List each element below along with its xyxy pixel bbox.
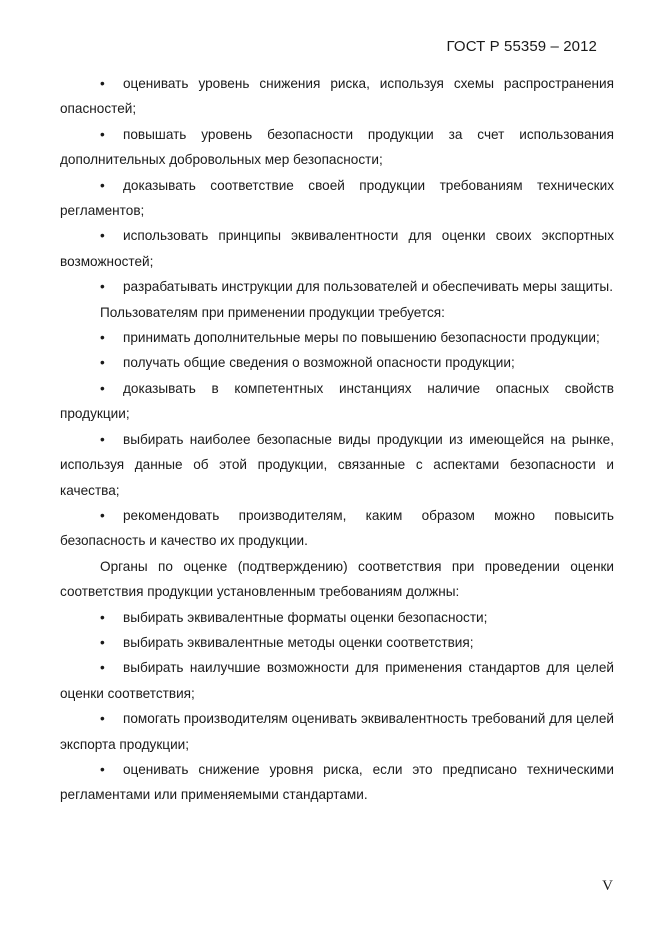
paragraph-users: Пользователям при применении продукции требуется:	[100, 304, 445, 320]
bullet-icon: •	[100, 431, 105, 447]
bullet-icon: •	[100, 330, 105, 346]
list-item	[60, 503, 614, 554]
bullet-icon: •	[100, 355, 105, 371]
list-item-text: выбирать наилучшие возможности для применения стандартов для целей оценки соответствия;	[60, 660, 614, 701]
document-body	[60, 71, 614, 808]
list-item-text: оценивать снижение уровня риска, если это предписано техническими регламентами или применяемыми стандартами.	[60, 761, 614, 803]
list-item	[60, 630, 614, 655]
list-item-text: выбирать наиболее безопасные виды продукции из имеющейся на рынке, используя данные об этой продукции, связанные с аспектами безопасности и качества;	[60, 431, 614, 498]
list-item-text: принимать дополнительные меры по повышению безопасности продукции;	[123, 330, 600, 346]
list-item	[60, 706, 614, 757]
list-item	[60, 274, 614, 299]
list-item-text: получать общие сведения о возможной опасности продукции;	[123, 355, 515, 371]
list-item	[60, 376, 614, 427]
list-item	[60, 427, 614, 503]
list-item-text: доказывать в компетентных инстанциях наличие опасных свойств продукции;	[60, 380, 614, 422]
bullet-icon: •	[100, 507, 105, 523]
bullet-icon: •	[100, 380, 105, 396]
bullet-icon: •	[100, 126, 105, 142]
list-item	[60, 71, 614, 122]
list-item	[60, 350, 614, 375]
bullet-icon: •	[100, 711, 105, 727]
page-header-standard: ГОСТ Р 55359 – 2012	[446, 38, 597, 55]
list-item-text: помогать производителям оценивать эквивалентность требований для целей экспорта продукции;	[60, 711, 614, 752]
paragraph-conformity-bodies: Органы по оценке (подтверждению) соответствия при проведении оценки соответствия продукции установленным требованиям должны:	[60, 558, 614, 600]
bullet-icon: •	[100, 279, 105, 295]
bullet-icon: •	[100, 76, 105, 91]
bullet-icon: •	[100, 761, 105, 777]
list-item-text: рекомендовать производителям, каким образом можно повысить безопасность и качество их продукции.	[60, 507, 614, 549]
list-item-text: разрабатывать инструкции для пользователей и обеспечивать меры защиты.	[123, 279, 613, 295]
page-number: V	[602, 878, 613, 894]
list-item	[60, 223, 614, 274]
list-item	[60, 655, 614, 706]
list-item	[60, 122, 614, 173]
list-item	[60, 757, 614, 808]
list-item	[60, 173, 614, 224]
list-item	[60, 325, 614, 350]
list-item-text: использовать принципы эквивалентности для оценки своих экспортных возможностей;	[60, 228, 614, 269]
list-item	[60, 605, 614, 630]
bullet-icon: •	[100, 177, 105, 193]
bullet-icon: •	[100, 660, 105, 676]
bullet-icon: •	[100, 634, 105, 650]
bullet-icon: •	[100, 228, 105, 244]
list-item-text: доказывать соответствие своей продукции требованиям технических регламентов;	[60, 177, 614, 219]
bullet-icon: •	[100, 609, 105, 625]
list-item-text: оценивать уровень снижения риска, используя схемы распространения опасностей;	[60, 76, 614, 117]
list-item-text: выбирать эквивалентные форматы оценки безопасности;	[123, 609, 488, 625]
list-item-text: повышать уровень безопасности продукции за счет использования дополнительных добровольных мер безопасности;	[60, 126, 614, 168]
list-item-text: выбирать эквивалентные методы оценки соответствия;	[123, 634, 474, 650]
